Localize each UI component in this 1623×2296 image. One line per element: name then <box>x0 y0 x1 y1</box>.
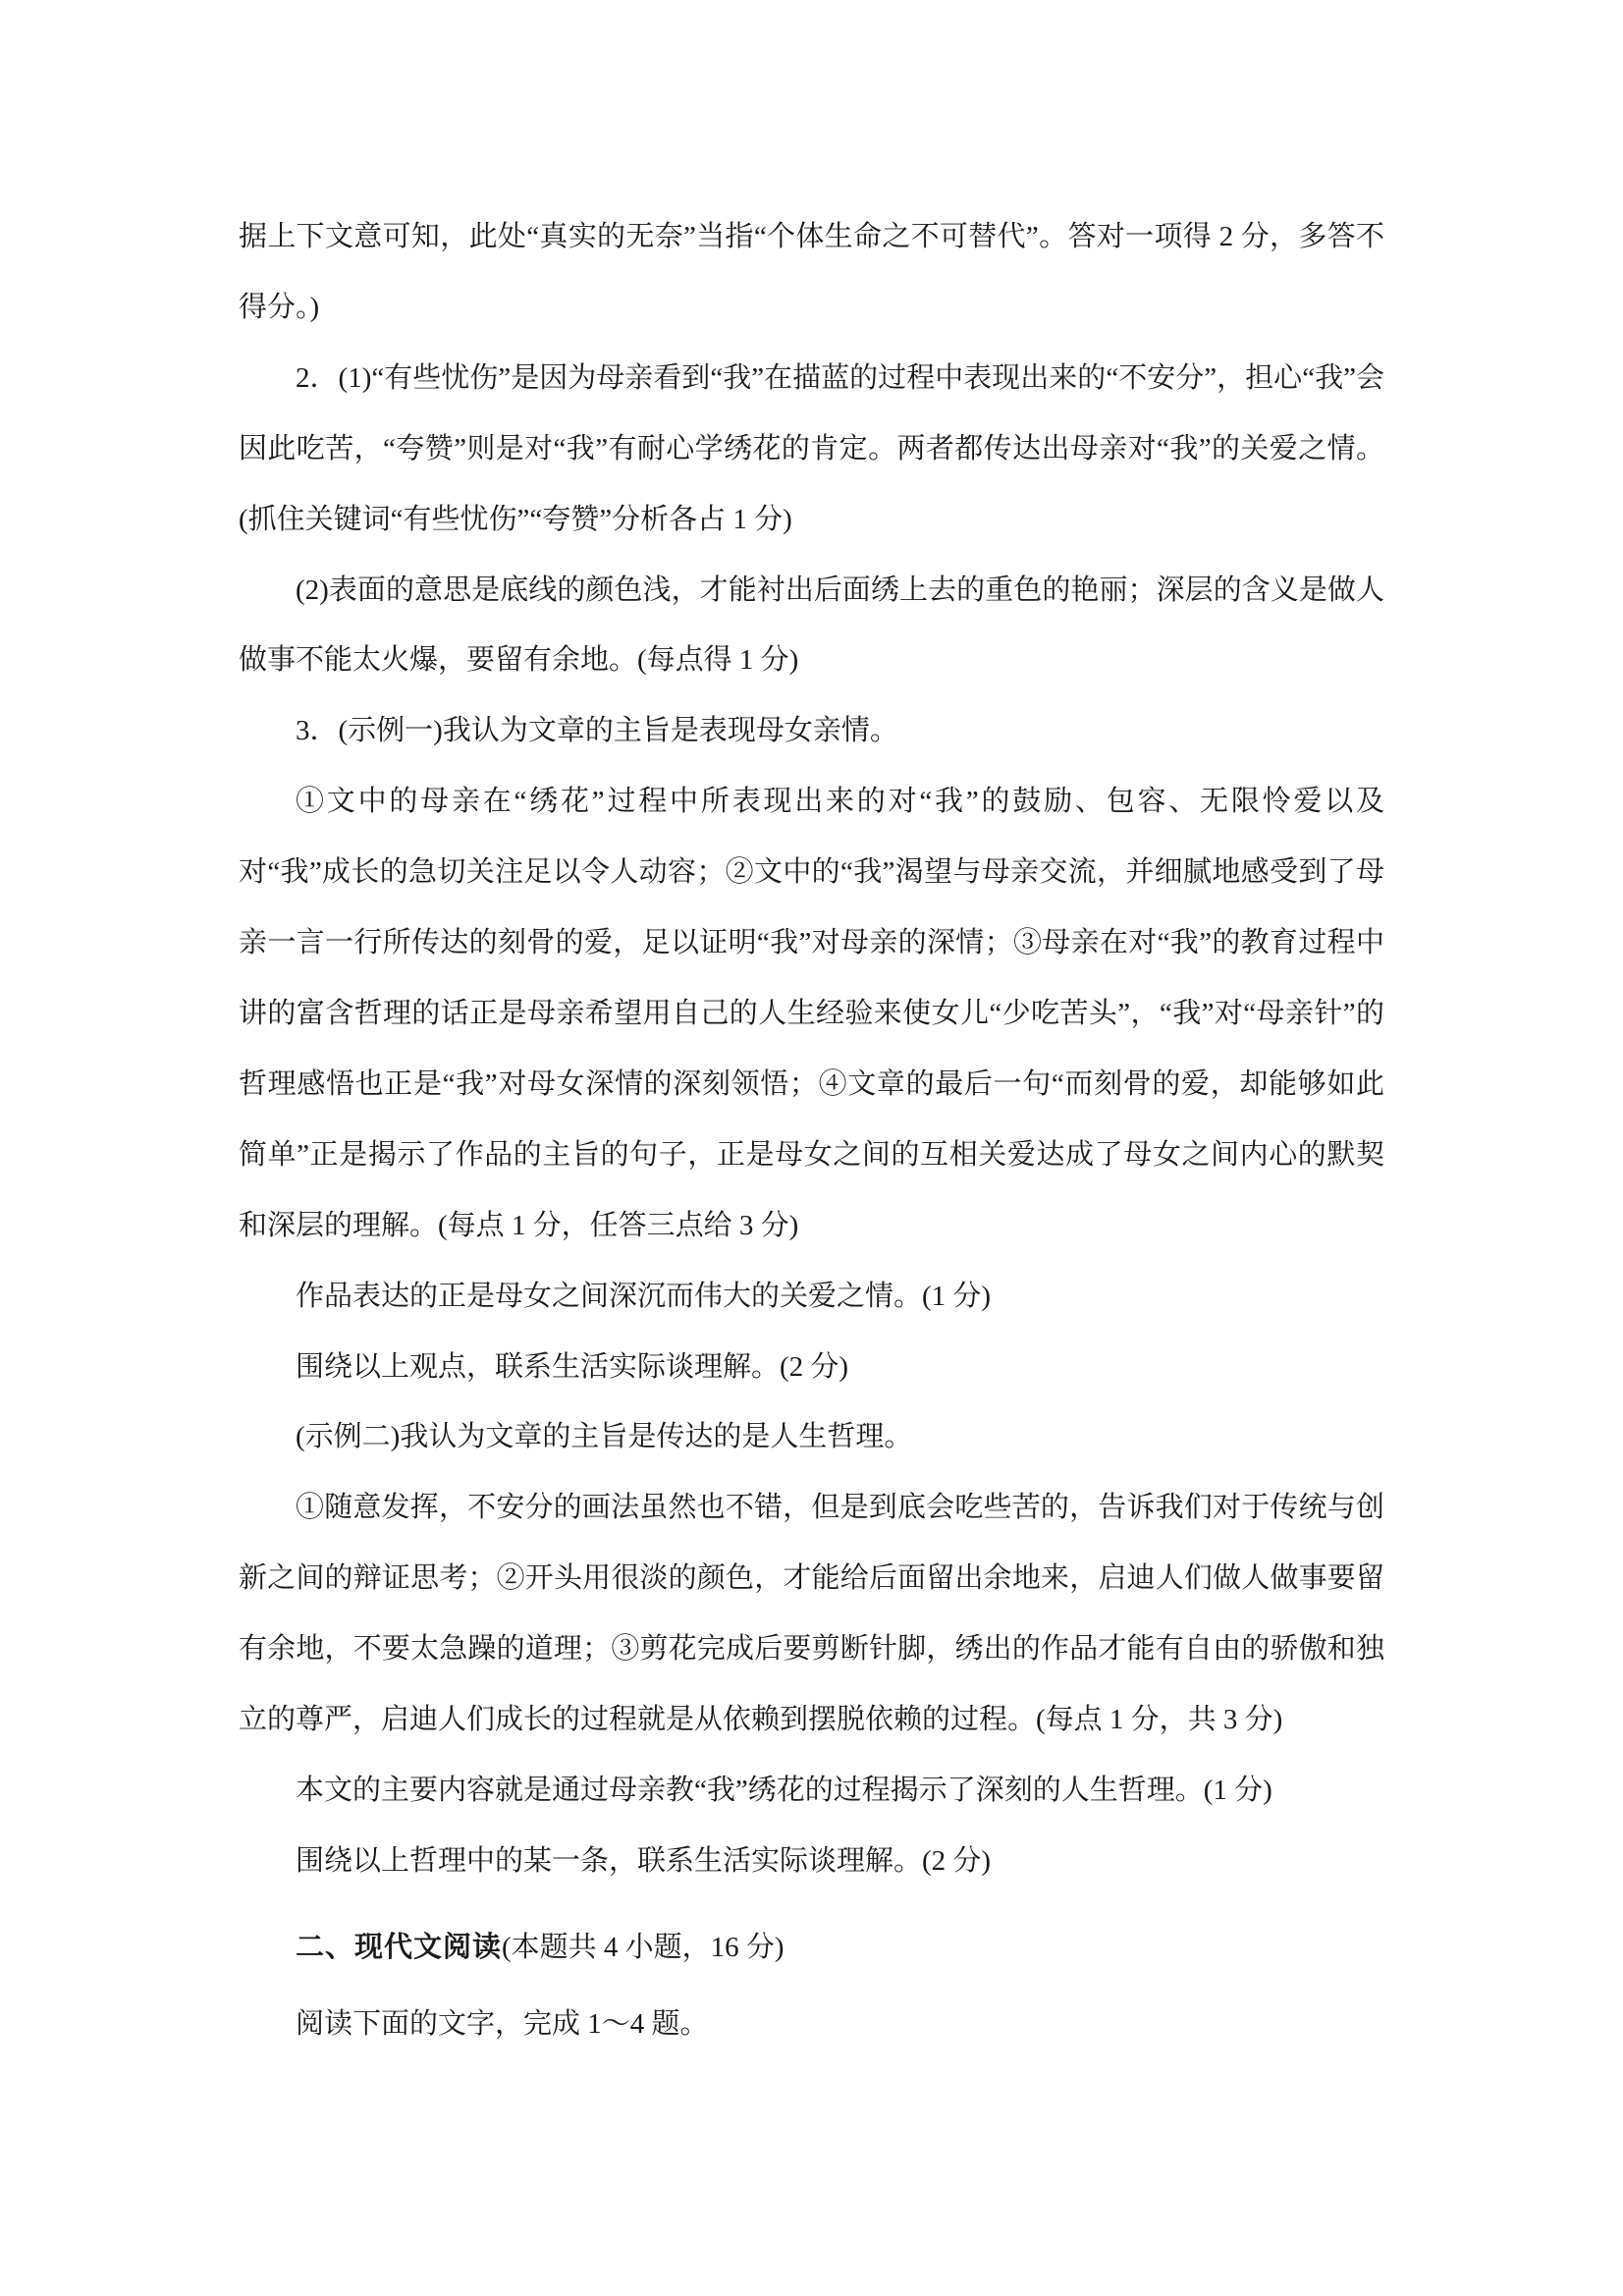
answer-key-text-block <box>239 202 1384 2060</box>
answer-paragraph-q3-example2-claim: (示例二)我认为文章的主旨是传达的是人生哲理。 <box>296 1421 913 1453</box>
answer-paragraph-q3-example2-points: ①随意发挥，不安分的画法虽然也不错，但是到底会吃些苦的，告诉我们对于传统与创新之间的辩证思考；②开头用很淡的颜色，才能给后面留出余地来，启迪人们做人做事要留有余地，不要太急躁的道理；③剪花完成后要剪断针脚，绣出的作品才能有自由的骄傲和独立的尊严，启迪人们成长的过程就是从依赖到摆脱依赖的过程。(每点 1 分，共 3 分) <box>239 1492 1384 1736</box>
answer-paragraph-continuation: 据上下文意可知，此处“真实的无奈”当指“个体生命之不可替代”。答对一项得 2 分，多答不得分。) <box>239 221 1384 323</box>
section-heading-modern-reading <box>239 1913 1384 1984</box>
reading-instruction: 阅读下面的文字，完成 1～4 题。 <box>296 2007 709 2040</box>
section-heading-title: 二、现代文阅读 <box>296 1931 503 1963</box>
answer-paragraph-q3-example1-summary: 作品表达的正是母女之间深沉而伟大的关爱之情。(1 分) <box>296 1280 992 1312</box>
answer-paragraph-q2-2: (2)表面的意思是底线的颜色浅，才能衬出后面绣上去的重色的艳丽；深层的含义是做人做事不能太火爆，要留有余地。(每点得 1 分) <box>239 574 1384 677</box>
answer-paragraph-q2-1: 2．(1)“有些忧伤”是因为母亲看到“我”在描蓝的过程中表现出来的“不安分”，担心“我”会因此吃苦，“夸赞”则是对“我”有耐心学绣花的肯定。两者都传达出母亲对“我”的关爱之情。(抓住关键词“有些忧伤”“夸赞”分析各占 1 分) <box>239 361 1384 535</box>
answer-paragraph-q3-example1-points: ①文中的母亲在“绣花”过程中所表现出来的对“我”的鼓励、包容、无限怜爱以及对“我”成长的急切关注足以令人动容；②文中的“我”渴望与母亲交流，并细腻地感受到了母亲一言一行所传达的刻骨的爱，足以证明“我”对母亲的深情；③母亲在对“我”的教育过程中讲的富含哲理的话正是母亲希望用自己的人生经验来使女儿“少吃苦头”，“我”对“母亲针”的哲理感悟也正是“我”对母女深情的深刻领悟；④文章的最后一句“而刻骨的爱，却能够如此简单”正是揭示了作品的主旨的句子，正是母女之间的互相关爱达成了母女之间内心的默契和深层的理解。(每点 1 分，任答三点给 3 分) <box>239 786 1384 1241</box>
answer-paragraph-q3-example1-extension: 围绕以上观点，联系生活实际谈理解。(2 分) <box>296 1350 849 1383</box>
section-heading-score-note: (本题共 4 小题，16 分) <box>502 1931 784 1963</box>
answer-paragraph-q3-example2-summary: 本文的主要内容就是通过母亲教“我”绣花的过程揭示了深刻的人生哲理。(1 分) <box>296 1774 1272 1806</box>
answer-paragraph-q3-example2-extension: 围绕以上哲理中的某一条，联系生活实际谈理解。(2 分) <box>296 1844 992 1877</box>
answer-paragraph-q3-example1-claim: 3．(示例一)我认为文章的主旨是表现母女亲情。 <box>296 715 898 747</box>
